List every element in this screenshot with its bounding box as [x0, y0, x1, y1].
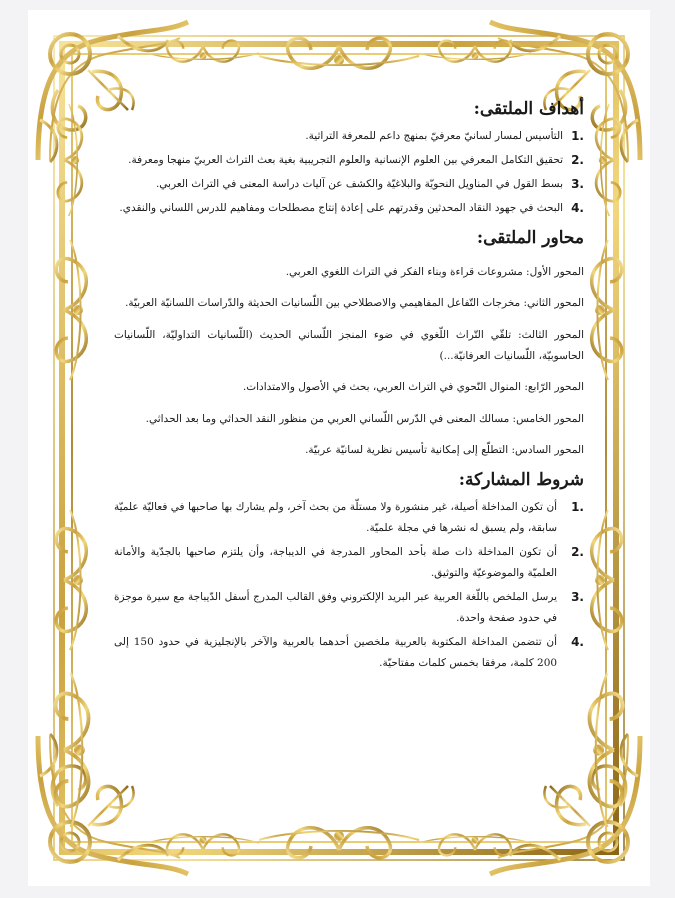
item-number: 3.	[571, 590, 584, 604]
item-number: 3.	[571, 177, 584, 191]
list-item	[114, 126, 584, 147]
item-text: أن تكون المداخلة ذات صلة بأحد المحاور المدرجة في الديباجة، وأن يلتزم صاحبها بالجدّية والأمانة العلميّة والموضوعيّة والتوثيق.	[114, 546, 558, 579]
axis-item: المحور الأول: مشروعات قراءة وبناء الفكر في التراث اللغوي العربي.	[285, 265, 584, 278]
axis-item: المحور الرّابع: المنوال النّحوي في التراث العربي، بحث في الأصول والامتدادات.	[242, 381, 584, 393]
axis-item: المحور الثاني: مخرجات التّفاعل المفاهيمي والاصطلاحي بين اللّسانيات الحديثة والدّراسات اللسانيّة العربيّة.	[125, 297, 584, 309]
list-item	[114, 150, 584, 171]
list-item	[114, 542, 584, 584]
list-item	[114, 587, 584, 629]
axis-item: المحور الخامس: مسالك المعنى في الدّرس اللّساني العربي من منظور النقد الحداثي وما بعد الحداثي.	[145, 412, 584, 425]
goals-list	[114, 126, 584, 219]
conditions-section	[114, 467, 584, 674]
document-page	[28, 10, 650, 886]
list-item	[114, 174, 584, 195]
item-number: 1.	[571, 129, 584, 143]
conditions-list	[114, 497, 584, 674]
item-text: أن تتضمن المداخلة المكتوبة بالعربية ملخصين أحدهما بالعربية والآخر بالإنجليزية في حدود 150 إلى 200 كلمة، مرفقا بخمس كلمات مفتاحيّة.	[114, 636, 558, 669]
item-text: تحقيق التكامل المعرفي بين العلوم الإنسانية والعلوم التجريبية بغية بعث التراث العربيّ منهجا ومعرفة.	[128, 154, 564, 166]
list-item	[114, 497, 584, 539]
item-number: 2.	[571, 545, 584, 559]
item-number: 4.	[571, 201, 584, 215]
list-item	[114, 632, 584, 674]
item-text: يرسل الملخص باللّغة العربية عبر البريد الإلكتروني وفق القالب المدرج أسفل الدّيباجة مع سيرة موجزة في حدود صفحة واحدة.	[114, 591, 558, 624]
item-text: بسط القول في المناويل النحويّة والبلاغيّة والكشف عن آليات دراسة المعنى في التراث العربي.	[155, 178, 564, 190]
item-number: 4.	[571, 635, 584, 649]
list-item	[114, 198, 584, 219]
axes-section	[114, 225, 584, 461]
axis-item: المحور السادس: التطلّع إلى إمكانية تأسيس نظرية لسانيّة عربيّة.	[305, 444, 584, 456]
conditions-title: شروط المشاركة:	[458, 470, 584, 490]
item-text: أن تكون المداخلة أصيلة، غير منشورة ولا مستلّة من بحث آخر، ولم يشارك بها صاحبها في فعاليّة علميّة سابقة، ولم يسبق له نشرها في مجلة علميّة.	[114, 501, 558, 534]
item-number: 1.	[571, 500, 584, 514]
goals-title: أهداف الملتقى:	[473, 99, 584, 119]
item-text: البحث في جهود النقاد المحدثين وقدرتهم على إعادة إنتاج مصطلحات ومفاهيم للدرس اللساني والنقدي.	[119, 202, 564, 214]
document-content	[114, 96, 584, 677]
axes-title: محاور الملتقى:	[476, 228, 584, 248]
goals-section	[114, 96, 584, 219]
axis-item: المحور الثالث: تلقّي التّراث اللّغوي في ضوء المنجز اللّساني الحديث (اللّسانيات التداوليّة، اللّسانيات الحاسوبيّة، اللّسانيات العرفانيّة...)	[114, 328, 584, 362]
item-text: التأسيس لمسار لسانيّ معرفيّ بمنهج داعم للمعرفة التراثية.	[305, 130, 564, 142]
item-number: 2.	[571, 153, 584, 167]
